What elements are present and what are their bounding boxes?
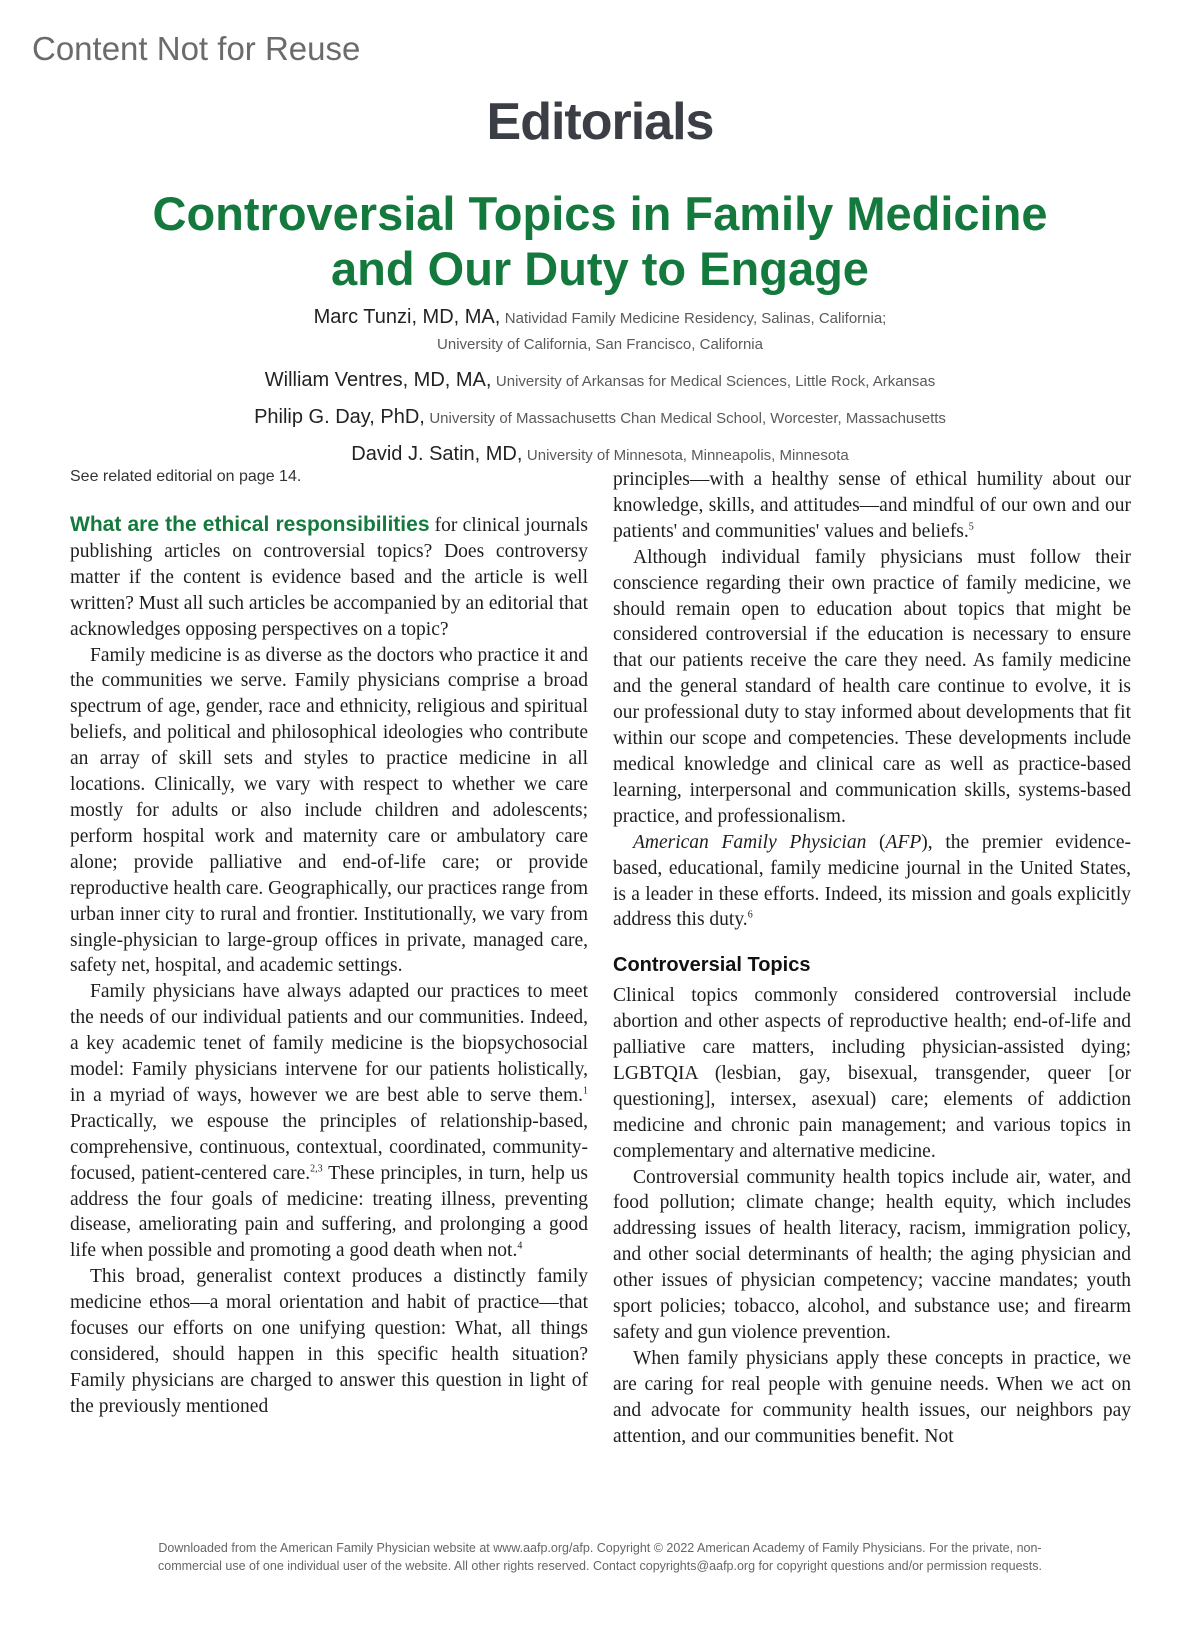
reference-marker: 6 — [747, 909, 753, 921]
author-3 — [60, 404, 1140, 432]
paragraph: Clinical topics commonly considered controversial include abortion and other aspects of reproductive health; end-of-life and palliative care matters, including physician-assisted dying; LGBTQIA (lesbian, gay, bisexual, transgender, queer [or questioning], intersex, asexual) care; elements of addiction medicine and chronic pain management; and various topics in complementary and alternative medicine. — [613, 985, 1131, 1162]
section-heading: Controversial Topics — [613, 954, 811, 977]
author-2 — [60, 367, 1140, 395]
footer-line: commercial use of one individual user of the website. All other rights reserved. Contact copyrights@aafp.org for copyright questions and/or permission requests. — [158, 1559, 1042, 1573]
paragraph — [613, 830, 1131, 934]
author-name: Philip G. Day, PhD, — [254, 406, 425, 428]
paragraph: Although individual family physicians must follow their conscience regarding their own practice of family medicine, we should remain open to education about topics that might be considered controversial if the education is necessary to ensure that our patients receive the care they need. As family medicine and the general standard of health care continue to evolve, it is our professional duty to stay informed about developments that fit within our scope and competencies. These developments include medical knowledge and clinical care as well as practice-based learning, interpersonal and communication skills, systems-based practice, and professionalism. — [613, 546, 1131, 827]
reference-marker: 1 — [583, 1085, 588, 1097]
paragraph-text: Practically, we espouse the principles of relationship-based, comprehensive, continuous, contextual, coordinated, community-focused, patient-centered care. — [70, 1110, 588, 1184]
paragraph: When family physicians apply these concepts in practice, we are caring for real people with genuine needs. When we act on and advocate for community health issues, our neighbors pay attention, and our communities benefit. Not — [613, 1347, 1131, 1447]
paragraph-text: These principles, in turn, help us address the four goals of medicine: treating illness, preventing disease, ameliorating pain and suffering, and prolonging a good life when possible and promoting a good death when not. — [70, 1162, 588, 1262]
related-editorial-note: See related editorial on page 14. — [70, 468, 302, 485]
author-affiliation: University of Arkansas for Medical Sciences, Little Rock, Arkansas — [495, 373, 936, 390]
left-column — [70, 512, 588, 1420]
journal-name: American Family Physician — [633, 831, 867, 853]
reference-marker: 4 — [517, 1240, 523, 1252]
paragraph-text: ( — [866, 831, 886, 853]
section-title: Editorials — [486, 93, 714, 151]
author-name: William Ventres, MD, MA, — [264, 369, 492, 391]
reference-marker: 5 — [968, 521, 974, 533]
author-name: Marc Tunzi, MD, MA, — [313, 306, 501, 328]
author-affiliation-2: University of California, San Francisco, California — [437, 336, 763, 353]
author-4 — [60, 441, 1140, 469]
paragraph-text: principles—with a healthy sense of ethical humility about our knowledge, skills, and attitudes—and mindful of our own and our patients' and communities' values and beliefs. — [613, 469, 1131, 542]
paragraph — [613, 467, 1131, 545]
article-title-line1: Controversial Topics in Family Medicine — [152, 187, 1048, 240]
paragraph: This broad, generalist context produces a distinctly family medicine ethos—a moral orientation and habit of practice—that focuses our efforts on one unifying question: What, all things considered, should happen in this specific health situation? Family physicians are charged to answer this question in light of the previously mentioned — [70, 1266, 588, 1417]
reference-marker: 2,3 — [310, 1163, 323, 1175]
author-list — [60, 304, 1140, 478]
reuse-notice: Content Not for Reuse — [32, 30, 361, 67]
lead-in: What are the ethical responsibilities — [70, 513, 430, 536]
paragraph-text: Family physicians have always adapted our practices to meet the needs of our individual patients and our communities. Indeed, a key academic tenet of family medicine is the biopsychosocial model: Family physicians intervene for our patients holistically, in a myriad of ways, however we are best able to serve them. — [70, 981, 588, 1106]
paragraph: Family medicine is as diverse as the doctors who practice it and the communities we serve. Family physicians comprise a broad spectrum of age, gender, race and ethnicity, religious and spiritual beliefs, and political and philosophical ideologies who contribute an array of skill sets and styles to practice medicine in all locations. Clinically, we vary with respect to whether we care mostly for adults or also include children and adolescents; perform hospital work and maternity care or ambulatory care alone; provide palliative and end-of-life care; or provide reproductive health care. Geographically, our practices range from urban inner city to rural and frontier. Institutionally, we vary from single-physician to large-group offices in private, managed care, safety net, hospital, and academic settings. — [70, 644, 588, 977]
right-column — [613, 467, 1131, 1450]
author-affiliation: University of Massachusetts Chan Medical School, Worcester, Massachusetts — [429, 410, 946, 427]
article-title — [100, 186, 1100, 296]
paragraph: Controversial community health topics include air, water, and food pollution; climate change; health equity, which includes addressing issues of health literacy, racism, immigration policy, and other social determinants of health; the aging physician and other issues of physician competency; vaccine mandates; youth sport policies; tobacco, alcohol, and substance use; and firearm safety and gun violence prevention. — [613, 1166, 1131, 1343]
paragraph-text: for clinical journals publishing articles on controversial topics? Does controversy matter if the content is evidence based and the article is well written? Must all such articles be accompanied by an editorial that acknowledges opposing perspectives on a topic? — [70, 515, 588, 640]
author-1 — [60, 304, 1140, 358]
footer-line: Downloaded from the American Family Physician website at www.aafp.org/afp. Copyright © 2022 American Academy of Family Physicians. For the private, non- — [158, 1541, 1042, 1555]
paragraph-text: ), the premier evidence-based, educational, family medicine journal in the United States, is a leader in these efforts. Indeed, its mission and goals explicitly address this duty. — [613, 831, 1131, 931]
author-affiliation: Natividad Family Medicine Residency, Salinas, California; — [504, 310, 887, 327]
author-affiliation: University of Minnesota, Minneapolis, Minnesota — [526, 447, 849, 464]
journal-abbreviation: AFP — [885, 831, 922, 853]
paragraph — [70, 512, 588, 643]
author-name: David J. Satin, MD, — [351, 443, 523, 465]
article-title-line2: and Our Duty to Engage — [331, 242, 869, 295]
copyright-footer — [70, 1539, 1130, 1575]
paragraph — [70, 979, 588, 1264]
